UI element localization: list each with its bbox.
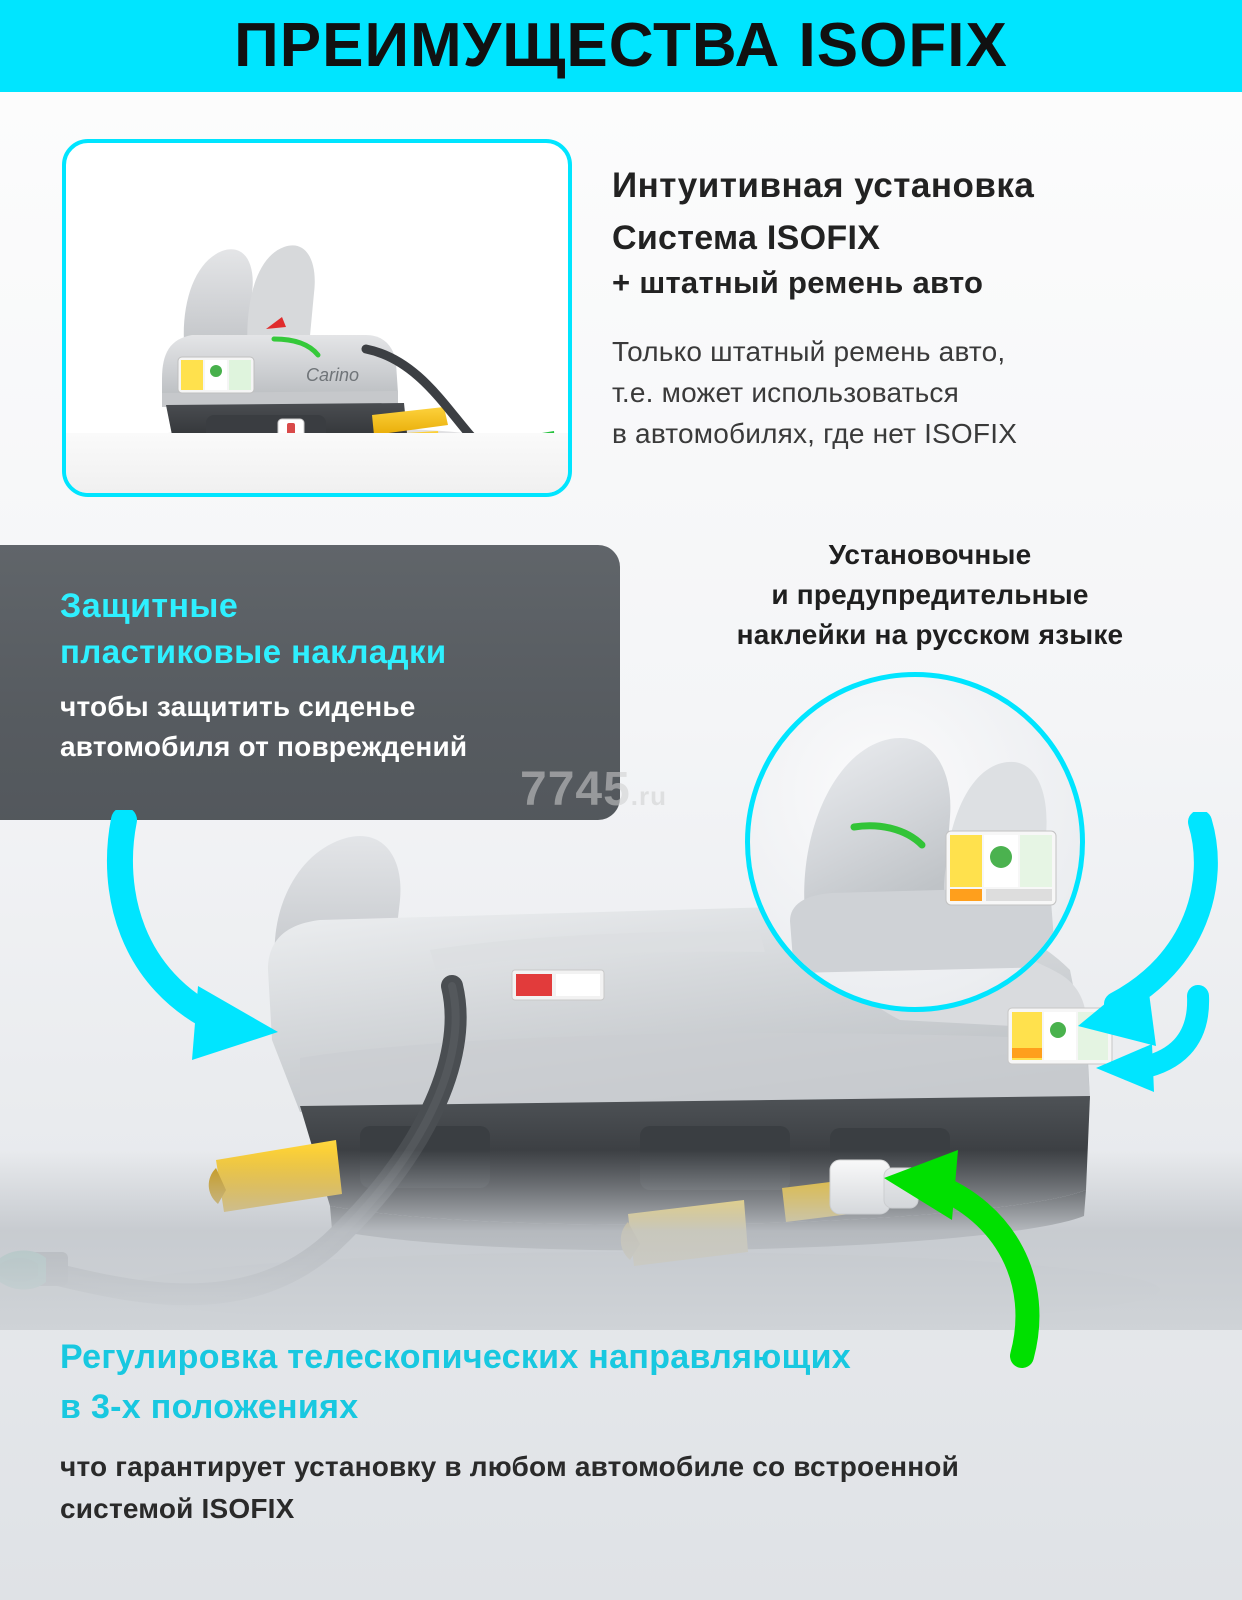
body-line-2: т.е. может использоваться: [612, 377, 959, 408]
sticker-zoom-content: [750, 677, 1072, 999]
page-title: ПРЕИМУЩЕСТВА ISOFIX: [234, 11, 1008, 80]
plastic-pads-heading-2: пластиковые накладки: [60, 633, 447, 670]
stickers-line-1: Установочные: [828, 539, 1032, 570]
svg-text:Carino: Carino: [306, 365, 360, 385]
isofix-system-heading: Система ISOFIX: [612, 219, 881, 257]
intuitive-install-block: [612, 165, 1192, 454]
plastic-pads-heading-1: Защитные: [60, 587, 239, 625]
body-line-1: Только штатный ремень авто,: [612, 336, 1006, 367]
intuitive-install-body: [612, 331, 1192, 454]
header-banner: [0, 0, 1242, 92]
watermark-text: 7745: [520, 763, 631, 816]
telescopic-heading-1: Регулировка телескопических направляющих: [60, 1338, 851, 1376]
plastic-pads-sub-2: автомобиля от повреждений: [60, 731, 468, 762]
telescopic-sub-2: системой ISOFIX: [60, 1493, 295, 1524]
telescopic-sub-1: что гарантирует установку в любом автомобиле со встроенной: [60, 1451, 960, 1482]
intuitive-install-heading: Интуитивная установка: [612, 166, 1035, 205]
watermark-suffix: .ru: [630, 781, 668, 811]
arrow-to-plastic-pads: [100, 810, 320, 1100]
photo-floor-gradient: [66, 433, 568, 493]
sticker-zoom-circle: [745, 672, 1085, 1012]
telescopic-guides-block: [60, 1332, 1190, 1530]
plastic-pads-sub-1: чтобы защитить сиденье: [60, 691, 416, 722]
arrow-to-side-sticker: [1080, 982, 1220, 1102]
belt-heading: + штатный ремень авто: [612, 265, 984, 300]
stickers-line-2: и предупредительные: [771, 579, 1089, 610]
stickers-text-block: [660, 535, 1200, 655]
telescopic-heading-2: в 3-х положениях: [60, 1388, 359, 1426]
product-photo-card: [62, 139, 572, 497]
body-line-3: в автомобилях, где нет ISOFIX: [612, 418, 1018, 449]
stickers-line-3: наклейки на русском языке: [736, 619, 1124, 650]
watermark: [520, 762, 667, 817]
